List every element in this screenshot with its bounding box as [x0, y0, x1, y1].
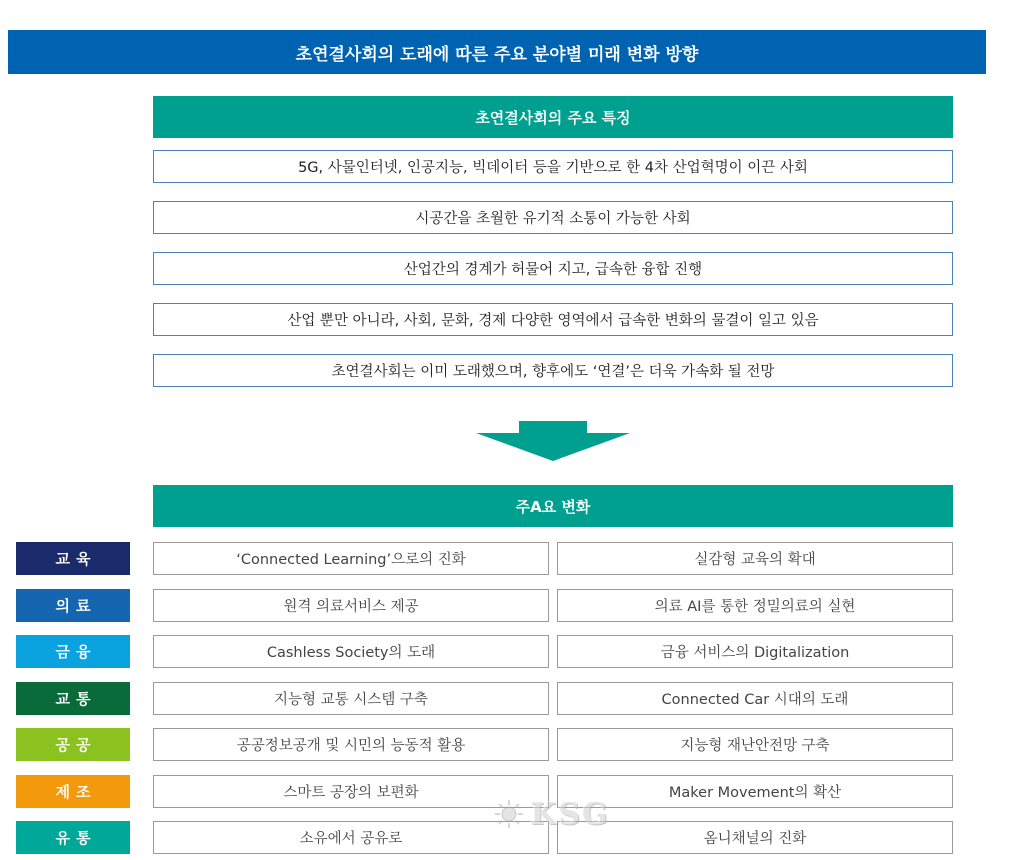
- category-label-text: 유통: [55, 829, 97, 847]
- feature-item-4: [153, 303, 953, 336]
- feature-item-2: [153, 201, 953, 234]
- change-item-right: [557, 635, 953, 668]
- feature-item-text: 시공간을 초월한 유기적 소통이 가능한 사회: [415, 211, 691, 227]
- feature-item-text: 초연결사회는 이미 도래했으며, 향후에도 ‘연결’은 더욱 가속화 될 전망: [331, 364, 775, 380]
- changes-header: [153, 485, 953, 527]
- feature-item-3: [153, 252, 953, 285]
- change-item-text: 원격 의료서비스 제공: [283, 599, 419, 615]
- change-item-left: [153, 635, 549, 668]
- category-label-transport: [16, 682, 130, 715]
- change-item-right: [557, 682, 953, 715]
- category-label-public: [16, 728, 130, 761]
- change-item-text: 지능형 재난안전망 구축: [680, 738, 830, 754]
- change-item-text: 지능형 교통 시스템 구축: [274, 692, 428, 708]
- watermark-text: KSG: [530, 796, 610, 832]
- change-item-text: ‘Connected Learning’으로의 진화: [236, 552, 466, 568]
- category-label-medical: [16, 589, 130, 622]
- feature-item-5: [153, 354, 953, 387]
- change-item-left: [153, 589, 549, 622]
- change-item-text: Cashless Society의 도래: [266, 645, 436, 661]
- change-item-text: 스마트 공장의 보편화: [283, 785, 419, 801]
- category-label-education: [16, 542, 130, 575]
- change-item-text: Maker Movement의 확산: [668, 785, 842, 801]
- changes-header-label: 주A요 변화: [515, 497, 591, 516]
- category-label-text: 교육: [55, 550, 97, 568]
- change-item-right: [557, 775, 953, 808]
- category-label-text: 제조: [55, 783, 97, 801]
- page-title: 초연결사회의 도래에 따른 주요 분야별 미래 변화 방향: [295, 44, 699, 65]
- change-item-text: 금융 서비스의 Digitalization: [660, 645, 850, 661]
- change-item-text: 의료 AI를 통한 정밀의료의 실현: [654, 599, 856, 615]
- category-label-distribution: [16, 821, 130, 854]
- feature-item-1: [153, 150, 953, 183]
- category-label-text: 공공: [55, 736, 97, 754]
- category-label-text: 의료: [55, 597, 97, 615]
- change-item-right: [557, 542, 953, 575]
- change-item-text: 실감형 교육의 확대: [694, 552, 816, 568]
- change-item-left: [153, 775, 549, 808]
- category-label-manufacturing: [16, 775, 130, 808]
- category-label-text: 금융: [55, 643, 97, 661]
- title-bar: [8, 30, 986, 74]
- features-header-label: 초연결사회의 주요 특징: [475, 108, 631, 127]
- change-item-right: [557, 821, 953, 854]
- category-label-finance: [16, 635, 130, 668]
- change-item-text: Connected Car 시대의 도래: [661, 692, 849, 708]
- feature-item-text: 5G, 사물인터넷, 인공지능, 빅데이터 등을 기반으로 한 4차 산업혁명이 이끈 사회: [298, 160, 808, 176]
- down-arrow-icon: [476, 421, 630, 461]
- change-item-left: [153, 728, 549, 761]
- change-item-text: 소유에서 공유로: [299, 831, 403, 847]
- feature-item-text: 산업 뿐만 아니라, 사회, 문화, 경제 다양한 영역에서 급속한 변화의 물결이 일고 있음: [287, 313, 819, 329]
- change-item-left: [153, 542, 549, 575]
- change-item-text: 공공정보공개 및 시민의 능동적 활용: [236, 738, 466, 754]
- features-header: [153, 96, 953, 138]
- change-item-text: 옴니채널의 진화: [703, 831, 807, 847]
- feature-item-text: 산업간의 경계가 허물어 지고, 급속한 융합 진행: [403, 262, 703, 278]
- change-item-right: [557, 589, 953, 622]
- change-item-right: [557, 728, 953, 761]
- change-item-left: [153, 682, 549, 715]
- change-item-left: [153, 821, 549, 854]
- category-label-text: 교통: [55, 690, 97, 708]
